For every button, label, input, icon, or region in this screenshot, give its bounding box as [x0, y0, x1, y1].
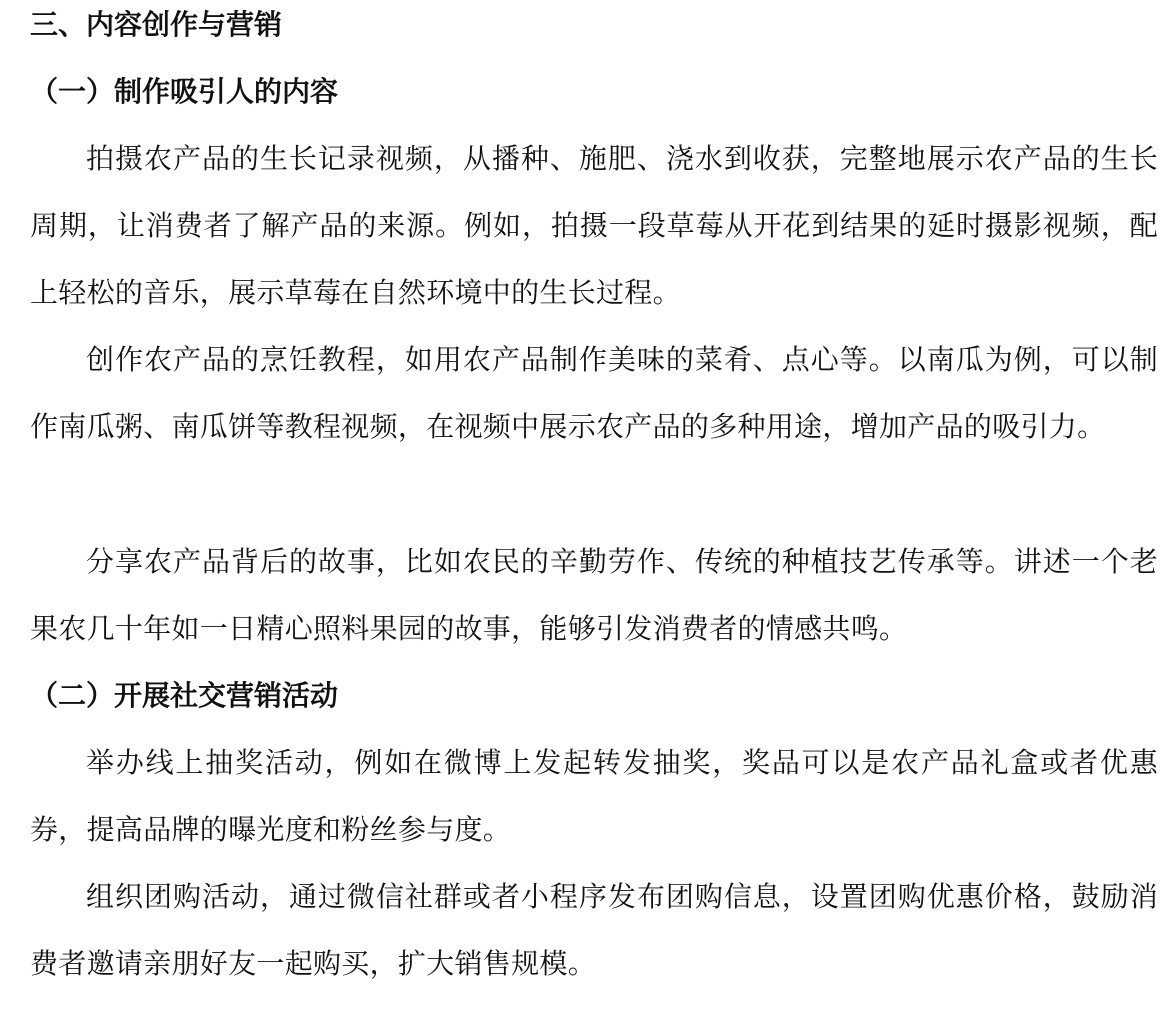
paragraph-product-story: 分享农产品背后的故事，比如农民的辛勤劳作、传统的种植技艺传承等。讲述一个老果农几十年如一日精心照料果园的故事，能够引发消费者的情感共鸣。: [30, 545, 1158, 645]
paragraph-cooking-tutorial: 创作农产品的烹饪教程，如用农产品制作美味的菜肴、点心等。以南瓜为例，可以制作南瓜粥、南瓜饼等教程视频，在视频中展示农产品的多种用途，增加产品的吸引力。: [30, 343, 1158, 443]
section-heading: 三、内容创作与营销: [30, 8, 283, 41]
paragraph-growth-video: 拍摄农产品的生长记录视频，从播种、施肥、浇水到收获，完整地展示农产品的生长周期，让消费者了解产品的来源。例如，拍摄一段草莓从开花到结果的延时摄影视频，配上轻松的音乐，展示草莓在自然环境中的生长过程。: [30, 142, 1158, 309]
subsection-heading-1: （一）制作吸引人的内容: [30, 75, 339, 108]
paragraph-group-buying: 组织团购活动，通过微信社群或者小程序发布团购信息，设置团购优惠价格，鼓励消费者邀请亲朋好友一起购买，扩大销售规模。: [30, 880, 1158, 980]
subsection-heading-2: （二）开展社交营销活动: [30, 679, 339, 712]
paragraph-online-lottery: 举办线上抽奖活动，例如在微博上发起转发抽奖，奖品可以是农产品礼盒或者优惠券，提高品牌的曝光度和粉丝参与度。: [30, 746, 1158, 846]
